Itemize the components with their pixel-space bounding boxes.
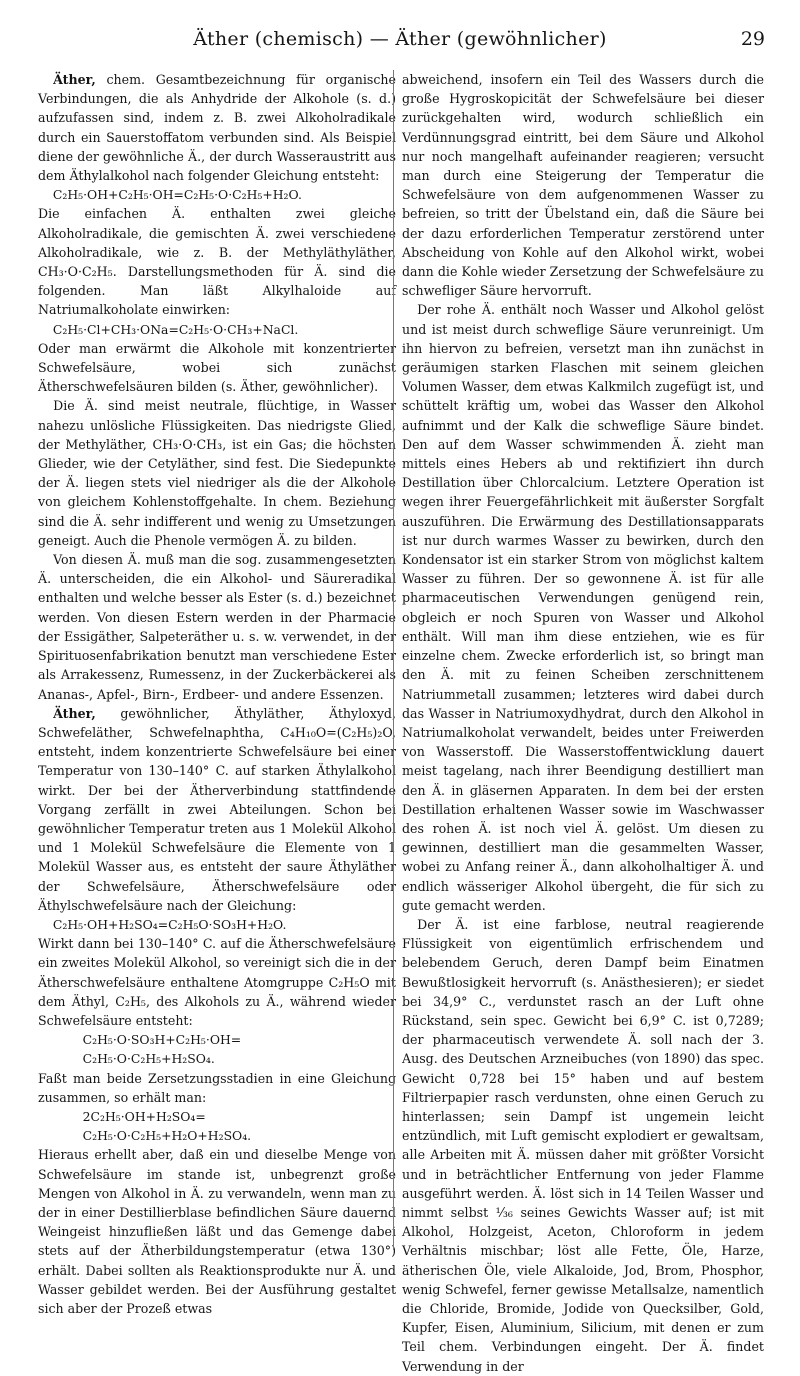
paragraph-text: Der rohe Ä. enthält noch Wasser und Alkohol gelöst und ist meist durch schweflige Säure verunreinigt. Um ihn hiervon zu befreien, versetzt man ihn zunächst in geräumigen starken Flaschen mit seinem gleichen Volumen Wasser, dem etwas Kalkmilch zugefügt ist, und schüttelt kräftig um, wobei das Wasser den Alkohol aufnimmt und der Kalk die schweflige Säure bindet. Den auf dem Wasser schwimmenden Ä. zieht man mittels eines Hebers ab und rektifiziert ihn durch Destillation über Chlorcalcium. Letztere Operation ist wegen ihrer Feuergefährlichkeit mit äußerster Sorgfalt auszuführen. Die Erwärmung des Destillationsapparats ist nur durch warmes Wasser zu bewirken, durch den Kondensator ist ein starker Strom von möglichst kaltem Wasser zu führen. Der so gewonnene Ä. ist für alle pharmaceutischen Verwendungen genügend rein, obgleich er noch Spuren von Wasser und Alkohol enthält. Will man ihm diese entziehen, wie es für einzelne chem. Zwecke erforderlich ist, so bringt man den Ä. mit zu feinen Scheiben zerschnittenem Natriummetall zusammen; letzteres wird dabei durch das Wasser in Natriumoxydhydrat, durch den Alkohol in Natriumalkoholat verwandelt, beides unter Freiwerden von Wasserstoff. Die Wasserstoffentwicklung dauert meist tagelang, nach ihrer Beendigung destilliert man den Ä. in gläsernen Apparaten. In dem bei der ersten Destillation erhaltenen Wasser sowie im Waschwasser des rohen Ä. ist noch viel Ä. gelöst. Um diesen zu gewinnen, destilliert man die gesammelten Wasser, wobei zu Anfang reiner Ä., dann alkoholhaltiger Ä. und endlich wässeriger Alkohol übergeht, die für sich zu gute gemacht werden. — [402, 302, 764, 913]
paragraph-text: Faßt man beide Zersetzungsstadien in eine Gleichung zusammen, so erhält man: — [38, 1070, 396, 1105]
chemical-formula: C₂H₅·O·C₂H₅+H₂SO₄. — [82, 1051, 215, 1067]
paragraph-text: Die Ä. sind meist neutrale, flüchtige, in Wasser nahezu unlösliche Flüssigkeiten. Das niedrigste Glied, der Methyläther, CH₃·O·CH₃, ist ein Gas; die höchsten Glieder, wie der Cetyläther, sind fest. Die Siedepunkte der Ä. liegen stets viel niedriger als die der Alkohole von gleichem Kohlenstoffgehalte. In chem. Beziehung sind die Ä. sehr indifferent und wenig zu Umsetzungen geneigt. Auch die Phenole vermögen Ä. zu bilden. — [38, 398, 396, 548]
paragraph-text: chem. Gesamtbezeichnung für organische Verbindungen, die als Anhydride der Alkohole (s. d.) aufzufassen sind, indem z. B. zwei Alkoholradikale durch ein Sauerstoffatom verbunden sind. Als Beispiel diene der gewöhnliche Ä., der durch Wasseraustritt aus dem Äthylalkohol nach folgender Gleichung entsteht: — [38, 72, 396, 184]
running-title: Äther (chemisch) — Äther (gewöhnlicher) — [193, 28, 607, 50]
entry-headword: Äther, — [53, 705, 96, 721]
chemical-formula: 2C₂H₅·OH+H₂SO₄= — [82, 1108, 206, 1124]
chemical-formula: C₂H₅·OH+H₂SO₄=C₂H₅O·SO₃H+H₂O. — [52, 916, 287, 932]
entry-headword: Äther, — [53, 72, 96, 87]
entry-paragraph — [38, 70, 396, 185]
paragraph-text: Wirkt dann bei 130–140° C. auf die Ätherschwefelsäure ein zweites Molekül Alkohol, so vereinigt sich die in der Ätherschwefelsäure enthaltene Atomgruppe C₂H₅O mit dem Äthyl, C₂H₅, des Alkohols zu Ä., während wieder Schwefelsäure entsteht: — [38, 936, 396, 1028]
column-divider — [393, 70, 394, 1250]
right-column — [402, 70, 764, 1376]
page-number: 29 — [740, 28, 765, 50]
left-column — [38, 70, 396, 1318]
text-paragraph — [38, 934, 396, 1030]
text-paragraph — [38, 550, 396, 704]
paragraph-text: Hieraus erhellt aber, daß ein und dieselbe Menge von Schwefelsäure im stande ist, unbegrenzt große Mengen von Alkohol in Ä. zu verwandeln, wenn man zu der in einer Destillierblase befindlichen Säure dauernd Weingeist hinzufließen läßt und das Gemenge dabei stets auf der Ätherbildungstemperatur (etwa 130°) erhält. Dabei sollten als Reaktionsprodukte nur Ä. und Wasser gebildet werden. Bei der Ausführung gestaltet sich aber der Prozeß etwas — [38, 1147, 396, 1316]
text-paragraph — [402, 300, 764, 915]
chemical-formula: C₂H₅·O·C₂H₅+H₂O+H₂SO₄. — [82, 1128, 252, 1144]
paragraph-text: Die einfachen Ä. enthalten zwei gleiche Alkoholradikale, die gemischten Ä. zwei verschiedene Alkoholradikale, wie z. B. der Methyläthyläther, CH₃·O·C₂H₅. Darstellungsmethoden für Ä. sind die folgenden. Man läßt Alkylhaloide auf Natriumalkoholate einwirken: — [38, 206, 396, 318]
text-paragraph — [402, 915, 764, 1376]
text-paragraph — [38, 339, 396, 397]
text-paragraph — [38, 1069, 396, 1107]
paragraph-text: Der Ä. ist eine farblose, neutral reagierende Flüssigkeit von eigentümlich erfrischendem und belebendem Geruch, deren Dampf beim Einatmen Bewußtlosigkeit hervorruft (s. Anästhesieren); er siedet bei 34,9° C., verdunstet rasch an der Luft ohne Rückstand, sein spec. Gewicht bei 6,9° C. ist 0,7289; der pharmaceutisch verwendete Ä. soll nach der 3. Ausg. des Deutschen Arzneibuches (von 1890) das spec. Gewicht 0,728 bei 15° haben und auf bestem Filtrierpapier rasch verdunsten, ohne einen Geruch zu hinterlassen; sein Dampf ist ungemein leicht entzündlich, mit Luft gemischt explodiert er gewaltsam, alle Arbeiten mit Ä. müssen daher mit größter Vorsicht und in beträchtlicher Entfernung von jeder Flamme ausgeführt werden. Ä. löst sich in 14 Teilen Wasser und nimmt selbst ¹⁄₃₆ seines Gewichts Wasser auf; ist mit Alkohol, Holzgeist, Aceton, Chloroform in jedem Verhältnis mischbar; löst alle Fette, Öle, Harze, ätherischen Öle, viele Alkaloide, Jod, Brom, Phosphor, wenig Schwefel, ferner gewisse Metallsalze, namentlich die Chloride, Bromide, Jodide von Quecksilber, Gold, Kupfer, Eisen, Aluminium, Silicium, mit denen er zum Teil chem. Verbindungen eingeht. Der Ä. findet Verwendung in der — [402, 916, 764, 1374]
text-paragraph — [402, 70, 764, 300]
chemical-formula: C₂H₅·Cl+CH₃·ONa=C₂H₅·O·CH₃+NaCl. — [52, 321, 299, 337]
entry-paragraph — [38, 704, 396, 915]
text-paragraph — [38, 1145, 396, 1318]
chemical-formula: C₂H₅·O·SO₃H+C₂H₅·OH= — [82, 1032, 242, 1048]
chemical-formula: C₂H₅·OH+C₂H₅·OH=C₂H₅·O·C₂H₅+H₂O. — [52, 187, 302, 203]
paragraph-text: gewöhnlicher, Äthyläther, Äthyloxyd, Schwefeläther, Schwefelnaphtha, C₄H₁₀O=(C₂H₅)₂O, entsteht, indem konzentrierte Schwefelsäure bei einer Temperatur von 130–140° C. auf starken Äthylalkohol wirkt. Der bei der Ätherverbindung stattfindende Vorgang zerfällt in zwei Abteilungen. Schon bei gewöhnlicher Temperatur treten aus 1 Molekül Alkohol und 1 Molekül Schwefelsäure die Elemente von 1 Molekül Wasser aus, es entsteht der saure Äthyläther der Schwefelsäure, Ätherschwefelsäure oder Äthylschwefelsäure nach der Gleichung: — [38, 705, 396, 913]
text-paragraph — [38, 204, 396, 319]
paragraph-text: abweichend, insofern ein Teil des Wassers durch die große Hygroskopicität der Schwefelsäure bei dieser zurückgehalten wird, wodurch schließlich ein Verdünnungsgrad eintritt, bei dem Säure und Alkohol nur noch mangelhaft aufeinander reagieren; versucht man durch eine Steigerung der Temperatur die Schwefelsäure von dem aufgenommenen Wasser zu befreien, so tritt der Übelstand ein, daß die Säure bei der dazu erforderlichen Temperatur zerstörend unter Abscheidung von Kohle auf den Alkohol wirkt, wobei dann die Kohle wieder Zersetzung der Schwefelsäure zu schwefliger Säure hervorruft. — [402, 72, 764, 299]
paragraph-text: Oder man erwärmt die Alkohole mit konzentrierter Schwefelsäure, wobei sich zunächst Ätherschwefelsäuren bilden (s. Äther, gewöhnlicher). — [38, 340, 396, 395]
text-paragraph — [38, 396, 396, 550]
paragraph-text: Von diesen Ä. muß man die sog. zusammengesetzten Ä. unterscheiden, die ein Alkohol- und Säureradikal enthalten und welche besser als Ester (s. d.) bezeichnet werden. Von diesen Estern werden in der Pharmacie der Essigäther, Salpeteräther u. s. w. verwendet, in der Spirituosenfabrikation benutzt man verschiedene Ester als Arrakessenz, Rumessenz, in der Zuckerbäckerei als Ananas-, Apfel-, Birn-, Erdbeer- und andere Essenzen. — [38, 552, 396, 702]
